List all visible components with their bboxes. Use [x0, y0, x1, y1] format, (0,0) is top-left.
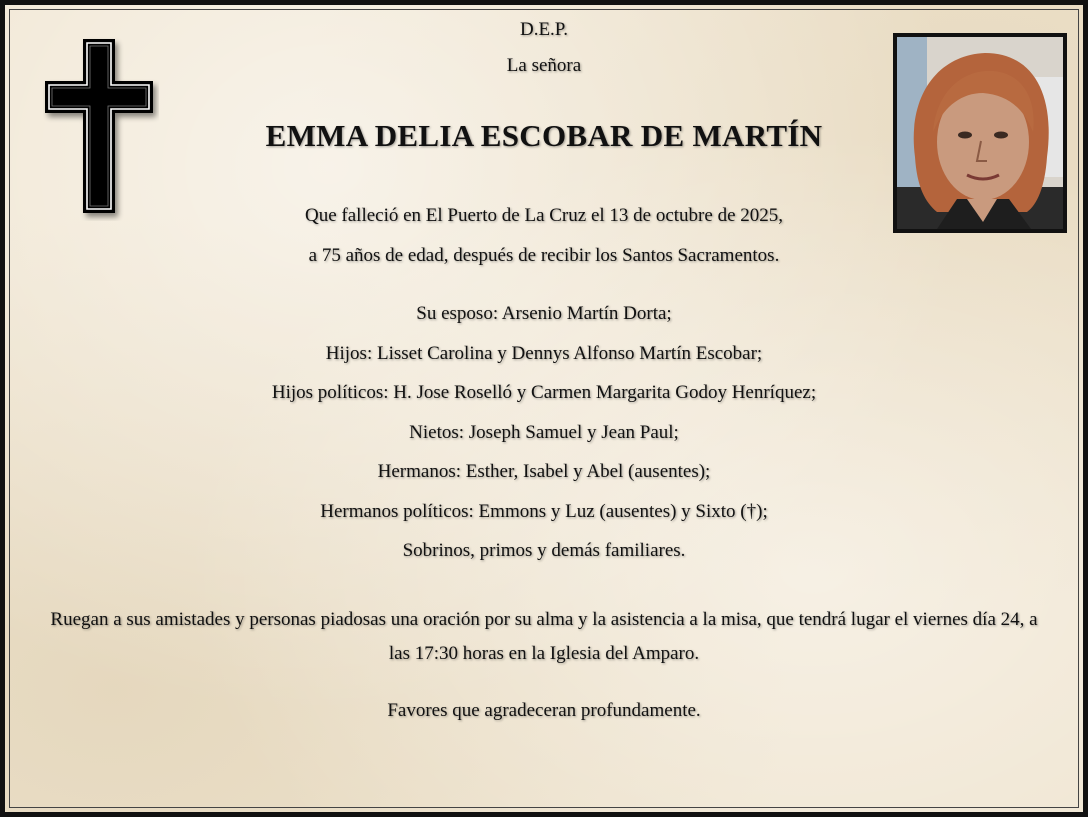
death-details-line-2: a 75 años de edad, después de recibir los Santos Sacramentos.	[308, 245, 780, 266]
deceased-name: EMMA DELIA ESCOBAR DE MARTÍN	[265, 118, 823, 153]
family-children: Hijos: Lisset Carolina y Dennys Alfonso Martín Escobar;	[325, 343, 763, 364]
death-details-line-1: Que falleció en El Puerto de La Cruz el 13 de octubre de 2025,	[305, 205, 783, 226]
dep-heading: D.E.P.	[519, 19, 569, 40]
thanks-line: Favores que agradeceran profundamente.	[387, 700, 701, 721]
family-other-relatives: Sobrinos, primos y demás familiares.	[402, 540, 686, 561]
family-grandchildren: Nietos: Joseph Samuel y Jean Paul;	[409, 422, 679, 443]
family-spouse: Su esposo: Arsenio Martín Dorta;	[416, 303, 672, 324]
mass-request: Ruegan a sus amistades y personas piadosas una oración por su alma y la asistencia a la misa, que tendrá lugar el viernes día 24, a las 17:30 horas en la Iglesia del Amparo.	[50, 609, 1038, 664]
intro-text: La señora	[506, 55, 582, 76]
family-children-in-law: Hijos políticos: H. Jose Roselló y Carmen Margarita Godoy Henríquez;	[271, 382, 817, 403]
family-siblings: Hermanos: Esther, Isabel y Abel (ausentes);	[377, 461, 711, 482]
family-siblings-in-law: Hermanos políticos: Emmons y Luz (ausentes) y Sixto (†);	[320, 501, 768, 522]
